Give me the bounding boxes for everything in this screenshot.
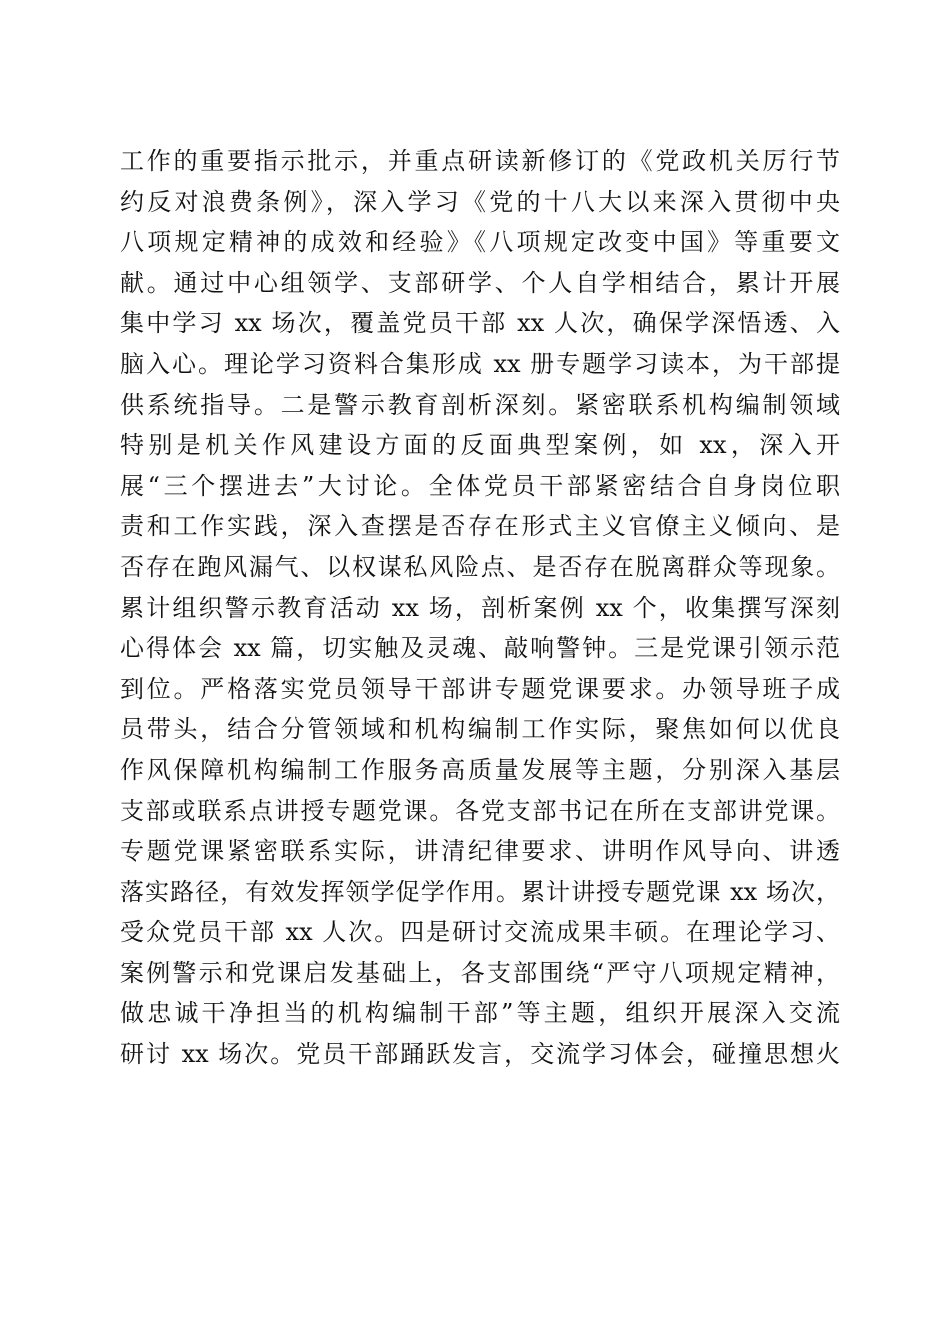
text-line-11: 否存在跑风漏气、以权谋私风险点、是否存在脱离群众等现象。 (120, 552, 840, 581)
text-line-4: 献。通过中心组领学、支部研学、个人自学相结合，累计开展 (120, 268, 840, 297)
text-line-5: 集中学习 xx 场次，覆盖党员干部 xx 人次，确保学深悟透、入 (120, 309, 840, 338)
text-line-14: 到位。严格落实党员领导干部讲专题党课要求。办领导班子成 (120, 674, 840, 703)
text-line-22: 做忠诚干净担当的机构编制干部”等主题，组织开展深入交流 (120, 999, 840, 1028)
text-line-16: 作风保障机构编制工作服务高质量发展等主题，分别深入基层 (120, 755, 840, 784)
text-line-13: 心得体会 xx 篇，切实触及灵魂、敲响警钟。三是党课引领示范 (120, 634, 840, 663)
text-line-9: 展“三个摆进去”大讨论。全体党员干部紧密结合自身岗位职 (120, 471, 840, 500)
text-line-12: 累计组织警示教育活动 xx 场，剖析案例 xx 个，收集撰写深刻 (120, 593, 840, 622)
text-line-20: 受众党员干部 xx 人次。四是研讨交流成果丰硕。在理论学习、 (120, 918, 840, 947)
text-line-7: 供系统指导。二是警示教育剖析深刻。紧密联系机构编制领域 (120, 390, 840, 419)
text-line-21: 案例警示和党课启发基础上，各支部围绕“严守八项规定精神， (120, 958, 840, 987)
text-line-18: 专题党课紧密联系实际，讲清纪律要求、讲明作风导向、讲透 (120, 837, 840, 866)
body-text (120, 141, 840, 1075)
text-line-19: 落实路径，有效发挥领学促学作用。累计讲授专题党课 xx 场次， (120, 877, 840, 906)
text-line-15: 员带头，结合分管领域和机构编制工作实际，聚焦如何以优良 (120, 715, 840, 744)
text-line-10: 责和工作实践，深入查摆是否存在形式主义官僚主义倾向、是 (120, 512, 840, 541)
text-line-6: 脑入心。理论学习资料合集形成 xx 册专题学习读本，为干部提 (120, 349, 840, 378)
text-line-8: 特别是机关作风建设方面的反面典型案例，如 xx，深入开 (120, 431, 840, 460)
text-line-23: 研讨 xx 场次。党员干部踊跃发言，交流学习体会，碰撞思想火 (120, 1040, 840, 1069)
text-line-1: 工作的重要指示批示，并重点研读新修订的《党政机关厉行节 (120, 147, 840, 175)
text-line-2: 约反对浪费条例》，深入学习《党的十八大以来深入贯彻中央 (120, 187, 840, 216)
text-line-3: 八项规定精神的成效和经验》《八项规定改变中国》等重要文 (120, 228, 840, 257)
text-line-17: 支部或联系点讲授专题党课。各党支部书记在所在支部讲党课。 (120, 796, 840, 825)
